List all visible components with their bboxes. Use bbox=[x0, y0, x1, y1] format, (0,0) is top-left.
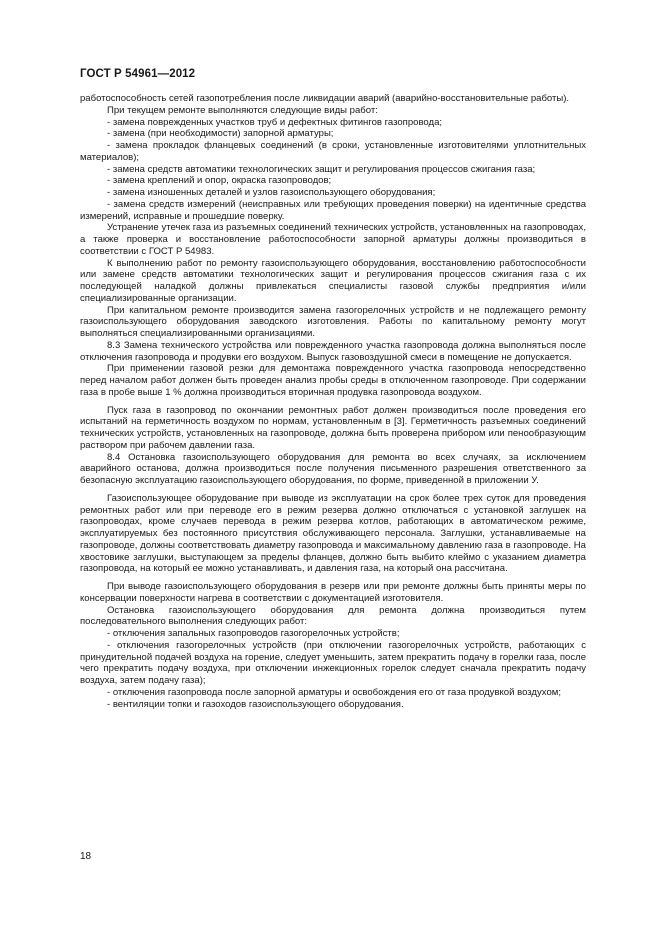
document-header: ГОСТ Р 54961—2012 bbox=[80, 68, 196, 80]
list-item: - замена изношенных деталей и узлов газоиспользующего оборудования; bbox=[107, 187, 436, 198]
list-item: - отключения газопровода после запорной арматуры и освобождения его от газа продувкой воздухом; bbox=[107, 686, 561, 698]
list-item: - замена поврежденных участков труб и дефектных фитингов газопровода; bbox=[107, 116, 443, 128]
paragraph-shutdown-sequence: Остановка газоиспользующего оборудования для ремонта должна производиться путем последовательного выполнения следующих работ: bbox=[80, 604, 586, 628]
paragraph-gas-cutting: При применении газовой резки для демонтажа поврежденного участка газопровода непосредственно перед началом работ должен быть проведен анализ пробы среды в отключенном газопроводе. При содержании газа в пробе выше 1 % должна производиться вторичная продувка газопровода воздухом. bbox=[80, 363, 586, 398]
paragraph-decommission: Газоиспользующее оборудование при выводе из эксплуатации на срок более трех суток для проведения ремонтных работ или при переводе его в режим резерва должно отключаться с установкой заглушек на газопроводах, кроме случаев перевода в режим резерва котлов, работающих в автоматическом режиме, эксплуатируемых без постоянного присутствия обслуживающего персонала. Заглушки, устанавливаемые на газопроводе, должны соответствовать диаметру газопровода и максимальному давлению газа в газопроводе. На хвостовике заглушки, выступающем за пределы фланцев, должно быть выбито клеймо с указанием диаметра газопровода, на который ее можно устанавливать, и давления газа, на который она рассчитана. bbox=[80, 492, 586, 575]
paragraph-continuation: работоспособность сетей газопотребления после ликвидации аварий (аварийно-восстановительные работы). bbox=[80, 93, 570, 104]
paragraph-current-repair-intro: При текущем ремонте выполняются следующие виды работ: bbox=[107, 104, 378, 116]
list-item: - замена средств измерений (неисправных или требующих проведения поверки) на идентичные средства измерений, исправные и прошедшие поверку. bbox=[80, 198, 586, 222]
document-body bbox=[80, 93, 586, 710]
list-item: - замена (при необходимости) запорной арматуры; bbox=[107, 128, 334, 140]
list-item: - замена средств автоматики технологических защит и регулирования процессов сжигания газа; bbox=[107, 163, 536, 175]
clause-8-4: 8.4 Остановка газоиспользующего оборудования для ремонта во всех случаях, за исключением аварийного останова, должна производиться после получения письменного разрешения ответственного за безопасную эксплуатацию газоиспользующего оборудования, по форме, приведенной в приложении У. bbox=[80, 451, 586, 486]
paragraph-leak-repair: Устранение утечек газа из разъемных соединений технических устройств, установленных на газопроводах, а также проверка и восстановление работоспособности запорной арматуры должны производиться в соответствии с ГОСТ Р 54983. bbox=[80, 222, 586, 257]
list-item: - замена креплений и опор, окраска газопроводов; bbox=[107, 175, 332, 187]
page-number: 18 bbox=[80, 851, 92, 862]
list-item: - отключения запальных газопроводов газогорелочных устройств; bbox=[107, 628, 400, 639]
paragraph-capital-repair: При капитальном ремонте производится замена газогорелочных устройств и не подлежащего ремонту газоиспользующего оборудования заводского изготовления. Работы по капитальному ремонту могут выполняться специализированными организациями. bbox=[80, 304, 586, 339]
list-item: - отключения газогорелочных устройств (при отключении газогорелочных устройств, работающих с принудительной подачей воздуха на горение, следует уменьшить, затем прекратить подачу в горелки газа, после чего прекратить подачу воздуха, при отключении инжекционных горелок следует сначала прекратить подачу воздуха, затем подачу газа); bbox=[80, 639, 586, 686]
paragraph-specialists: К выполнению работ по ремонту газоиспользующего оборудования, восстановлению работоспособности или замене средств автоматики технологических защит и регулирования процессов сжигания газа с их последующей наладкой должны привлекаться специалисты газовой службы предприятия и/или специализированные организации. bbox=[80, 257, 586, 304]
paragraph-reserve: При выводе газоиспользующего оборудования в резерв или при ремонте должны быть приняты меры по консервации поверхности нагрева в соответствии с документацией изготовителя. bbox=[80, 581, 586, 604]
clause-8-3: 8.3 Замена технического устройства или поврежденного участка газопровода должна выполняться после отключения газопровода и продувки его воздухом. Выпуск газовоздушной смеси в помещение не допускается. bbox=[80, 339, 586, 363]
list-item: - замена прокладок фланцевых соединений (в сроки, установленные изготовителями уплотнительных материалов); bbox=[80, 140, 586, 163]
paragraph-gas-start: Пуск газа в газопровод по окончании ремонтных работ должен производиться после проведения его испытаний на герметичность воздухом по нормам, установленным в [3]. Герметичность разъемных соединений технических устройств, установленных на газопроводе, должна быть проверена прибором или пенообразующим раствором при рабочем давлении газа. bbox=[80, 404, 586, 451]
list-item: - вентиляции топки и газоходов газоиспользующего оборудования. bbox=[107, 698, 404, 710]
